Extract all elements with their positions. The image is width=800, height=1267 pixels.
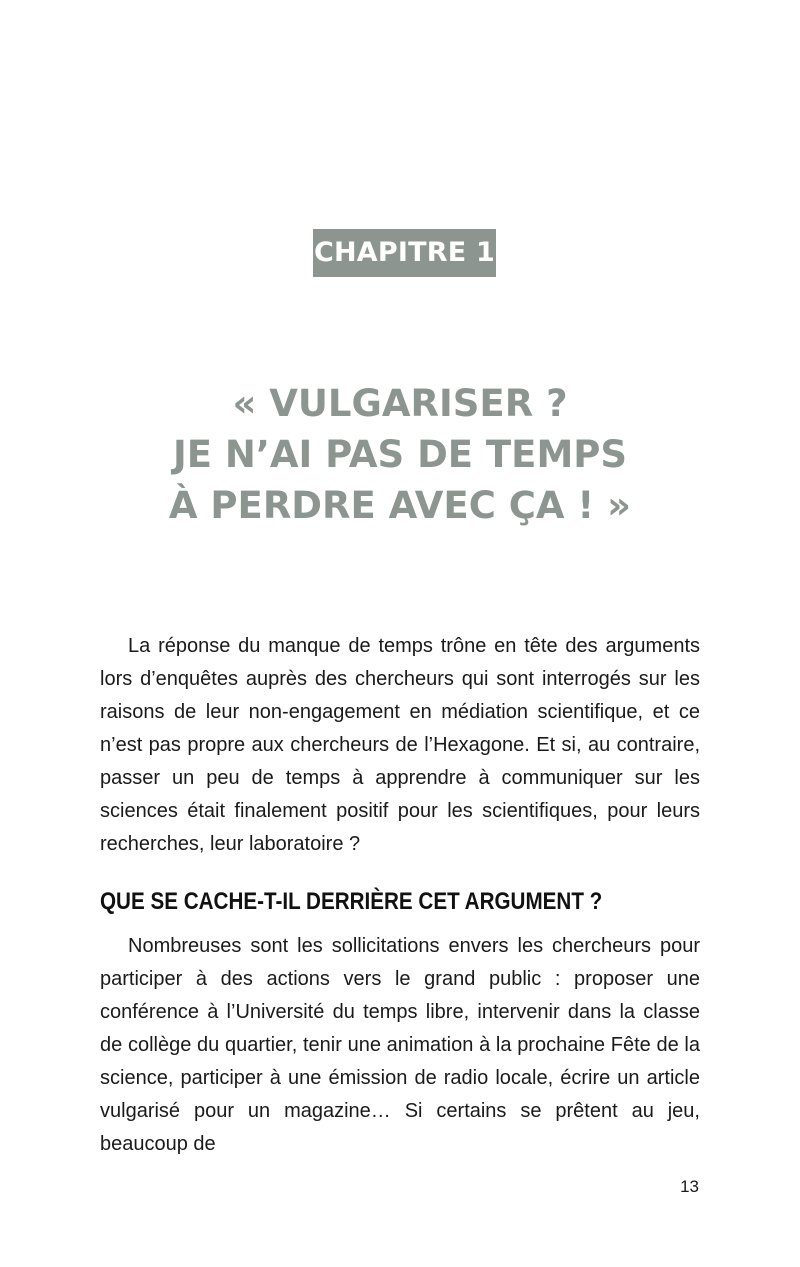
section-heading: QUE SE CACHE-T-IL DERRIÈRE CET ARGUMENT ? [100,888,603,915]
chapter-title-line-1: « VULGARISER ? [232,382,568,425]
body-paragraph: Nombreuses sont les sollicitations envers les chercheurs pour participer à des actions vers le grand public : proposer une conférence à l’Université du temps libre, intervenir dans la classe de collège du quartier, tenir une animation à la prochaine Fête de la science, participer à une émission de radio locale, écrire un article vulgarisé pour un magazine… Si certains se prêtent au jeu, beaucoup de [100,935,700,1155]
chapter-label: CHAPITRE 1 [313,229,496,277]
page-number: 13 [680,1177,699,1196]
intro-paragraph: La réponse du manque de temps trône en tête des arguments lors d’enquêtes auprès des chercheurs qui sont interrogés sur les raisons de leur non-engagement en médiation scientifique, et ce n’est pas propre aux chercheurs de l’Hexagone. Et si, au contraire, passer un peu de temps à apprendre à communiquer sur les sciences était finalement positif pour les scientifiques, pour leurs recherches, leur laboratoire ? [100,635,700,855]
chapter-title [100,378,700,531]
chapter-title-line-3: À PERDRE AVEC ÇA ! » [168,484,632,527]
chapter-title-line-2: JE N’AI PAS DE TEMPS [172,433,628,476]
